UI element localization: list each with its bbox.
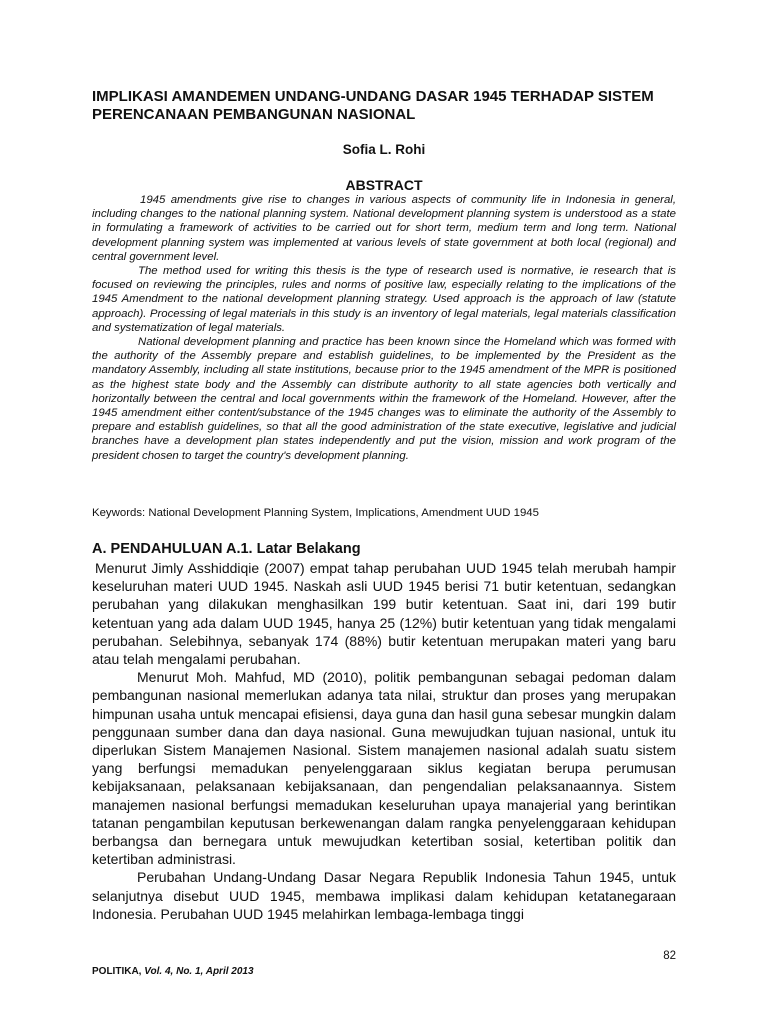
body-paragraph: Menurut Jimly Asshiddiqie (2007) empat tahap perubahan UUD 1945 telah merubah hampir keseluruhan materi UUD 1945. Naskah asli UUD 1945 berisi 71 butir ketentuan, sedangkan perubahan yang dilakukan menghasilkan 199 butir ketentuan. Saat ini, dari 199 butir ketentuan yang ada dalam UUD 1945, hanya 25 (12%) butir ketentuan yang tidak mengalami perubahan. Selebihnya, sebanyak 174 (88%) butir ketentuan merupakan materi yang baru atau telah mengalami perubahan. <box>92 560 676 668</box>
journal-volume: Vol. 4, No. 1, April 2013 <box>141 966 254 977</box>
abstract-paragraph: The method used for writing this thesis is the type of research used is normative, ie research that is focused on reviewing the principles, rules and norms of positive law, especially relating to the implications of the 1945 Amendment to the national development planning strategy. Used approach is the approach of law (statute approach). Processing of legal materials in this study is an inventory of legal materials, legal materials classification and systematization of legal materials. <box>92 265 676 334</box>
journal-footer <box>92 966 492 977</box>
body-paragraph: Menurut Moh. Mahfud, MD (2010), politik pembangunan sebagai pedoman dalam pembangunan nasional memerlukan adanya tata nilai, struktur dan proses yang merupakan himpunan usaha untuk mencapai efisiensi, daya guna dan hasil guna sebesar mungkin dalam penggunaan sumber dana dan daya nasional. Guna mewujudkan tujuan nasional, untuk itu diperlukan Sistem Manajemen Nasional. Sistem manajemen nasional adalah suatu sistem yang berfungsi memadukan penyelenggaraan siklus kegiatan berupa perumusan kebijaksanaan, pelaksanaan kebijaksanaan, dan pengendalian pelaksanaannya. Sistem manajemen nasional berfungsi memadukan keseluruhan upaya manajerial yang berintikan tatanan pengambilan keputusan berkewenangan dalam rangka penyelenggaraan kehidupan berbangsa dan bernegara untuk mewujudkan ketertiban sosial, ketertiban politik dan ketertiban administrasi. <box>92 669 676 868</box>
keywords: Keywords: National Development Planning System, Implications, Amendment UUD 1945 <box>92 507 539 519</box>
abstract-heading: ABSTRACT <box>345 177 423 193</box>
page-number: 82 <box>663 950 676 962</box>
abstract-paragraph: National development planning and practice has been known since the Homeland which was formed with the authority of the Assembly prepare and establish guidelines, to be implemented by the President as the mandatory Assembly, including all state institutions, because prior to the 1945 amendment of the MPR is positioned as the highest state body and the Assembly can distribute authority to all state agencies both vertically and horizontally between the central and local governments within the framework of the Homeland. However, after the 1945 amendment either content/substance of the 1945 changes was to eliminate the authority of the Assembly to prepare and establish guidelines, so that all the good administration of the state executive, legislative and judicial branches have a development plan states independently and put the vision, mission and work program of the president chosen to target the country's development planning. <box>92 336 676 462</box>
abstract-paragraph: 1945 amendments give rise to changes in various aspects of community life in Indonesia in general, including changes to the national planning system. National development planning system is understood as a state in formulating a framework of activities to be carried out for short term, medium term and long term. National development planning system was implemented at various levels of state government at both local (regional) and central government level. <box>92 194 676 263</box>
journal-name: POLITIKA, <box>92 966 142 977</box>
body-text <box>92 559 676 923</box>
section-heading: A. PENDAHULUAN A.1. Latar Belakang <box>92 541 361 557</box>
paper-title: IMPLIKASI AMANDEMEN UNDANG-UNDANG DASAR 1945 TERHADAP SISTEM PERENCANAAN PEMBANGUNAN NASIONAL <box>92 88 654 123</box>
body-paragraph: Perubahan Undang-Undang Dasar Negara Republik Indonesia Tahun 1945, untuk selanjutnya disebut UUD 1945, membawa implikasi dalam kehidupan ketatanegaraan Indonesia. Perubahan UUD 1945 melahirkan lembaga-lembaga tinggi <box>92 869 676 922</box>
author-name: Sofia L. Rohi <box>342 142 426 157</box>
abstract-body <box>92 193 676 463</box>
